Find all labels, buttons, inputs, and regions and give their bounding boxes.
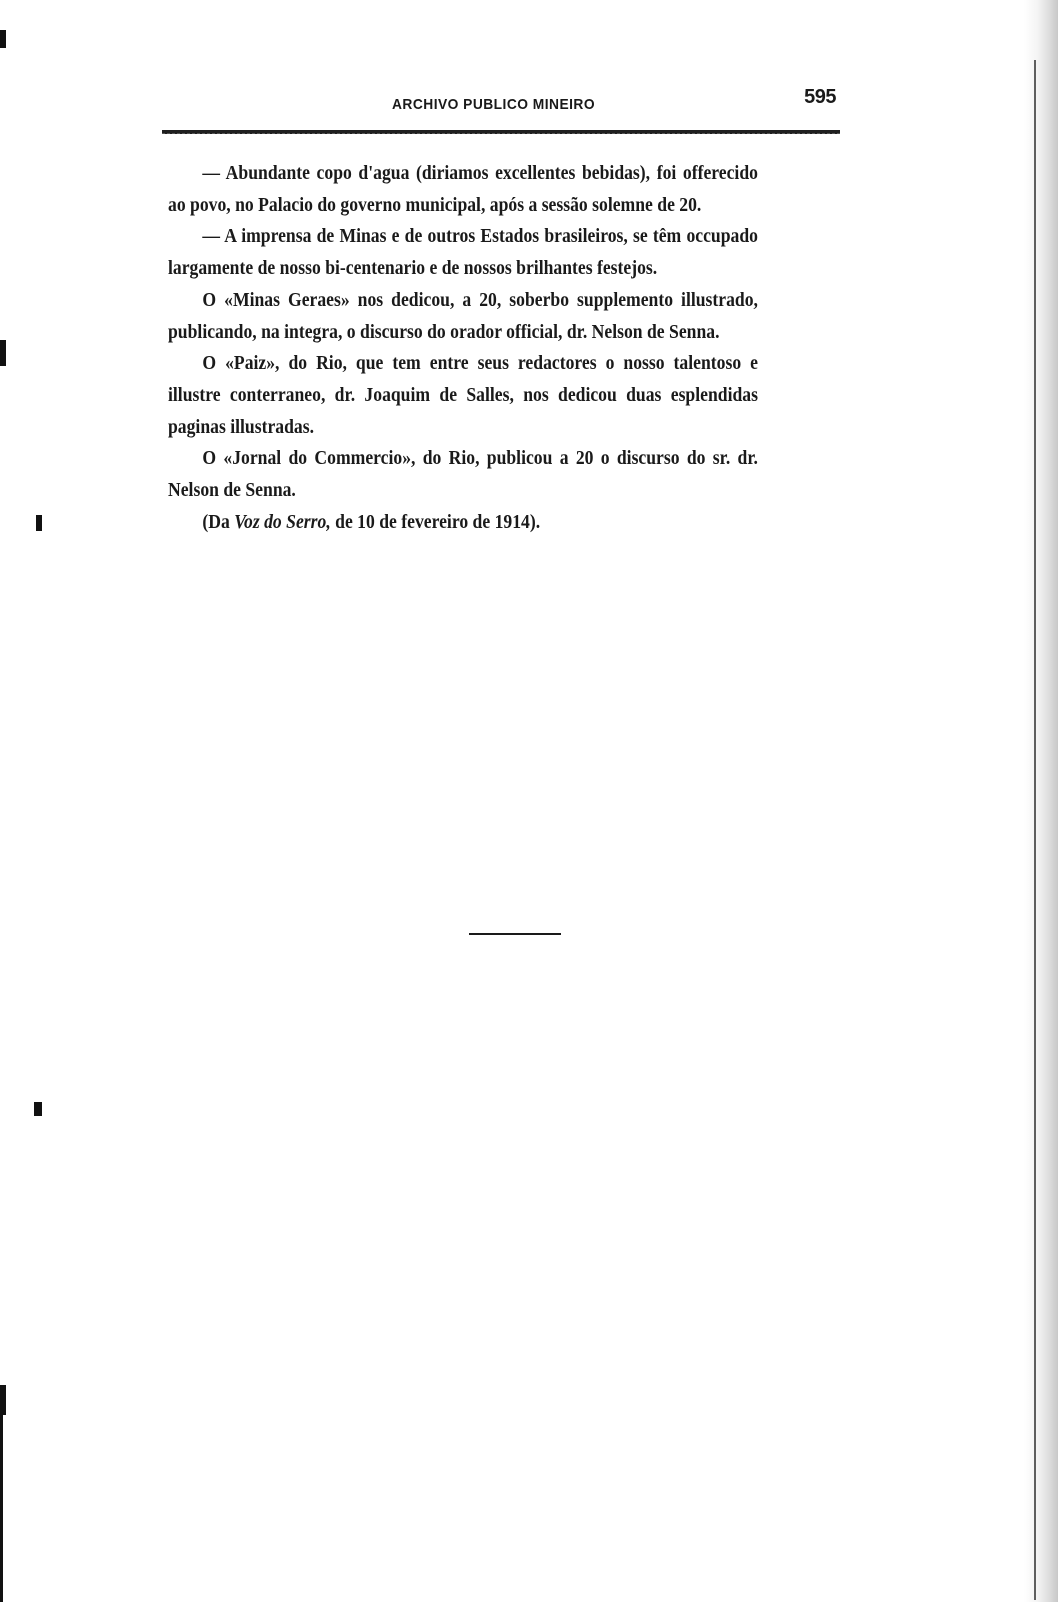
- paragraph: O «Paiz», do Rio, que tem entre seus redactores o nosso talentoso e illustre conterraneo, dr. Joaquim de Salles, nos dedicou duas esplendidas paginas illustradas.: [168, 352, 758, 438]
- article-body: [168, 158, 758, 538]
- paragraph: — Abundante copo d'agua (diriamos excellentes bebidas), foi offerecido ao povo, no Palacio do governo municipal, após a sessão solemne de 20.: [168, 162, 758, 216]
- ink-speck: [34, 1102, 42, 1116]
- source-suffix: de 10 de fevereiro de 1914).: [330, 510, 541, 533]
- source-title: Voz do Serro,: [234, 510, 331, 533]
- source-prefix: (Da: [202, 510, 235, 533]
- ink-speck: [36, 515, 42, 531]
- paragraph: O «Minas Geraes» nos dedicou, a 20, soberbo supplemento illustrado, publicando, na integra, o discurso do orador official, dr. Nelson de Senna.: [168, 288, 758, 343]
- paragraph: — A imprensa de Minas e de outros Estados brasileiros, se têm occupado largamente de nosso bi-centenario e de nossos brilhantes festejos.: [168, 225, 758, 280]
- end-rule: [469, 933, 561, 935]
- source-citation: [168, 507, 758, 539]
- paragraph: O «Jornal do Commercio», do Rio, publicou a 20 o discurso do sr. dr. Nelson de Senna.: [168, 447, 758, 502]
- scan-edge: [1024, 0, 1058, 1602]
- page-header: [166, 86, 836, 126]
- header-rule: [162, 130, 840, 134]
- left-scan-mark: [0, 340, 6, 366]
- left-scan-line: [0, 1410, 3, 1602]
- binding-edge-line: [1034, 60, 1036, 1600]
- left-scan-mark: [0, 30, 6, 48]
- running-head: ARCHIVO PUBLICO MINEIRO: [392, 96, 596, 113]
- page-number: 595: [804, 86, 836, 108]
